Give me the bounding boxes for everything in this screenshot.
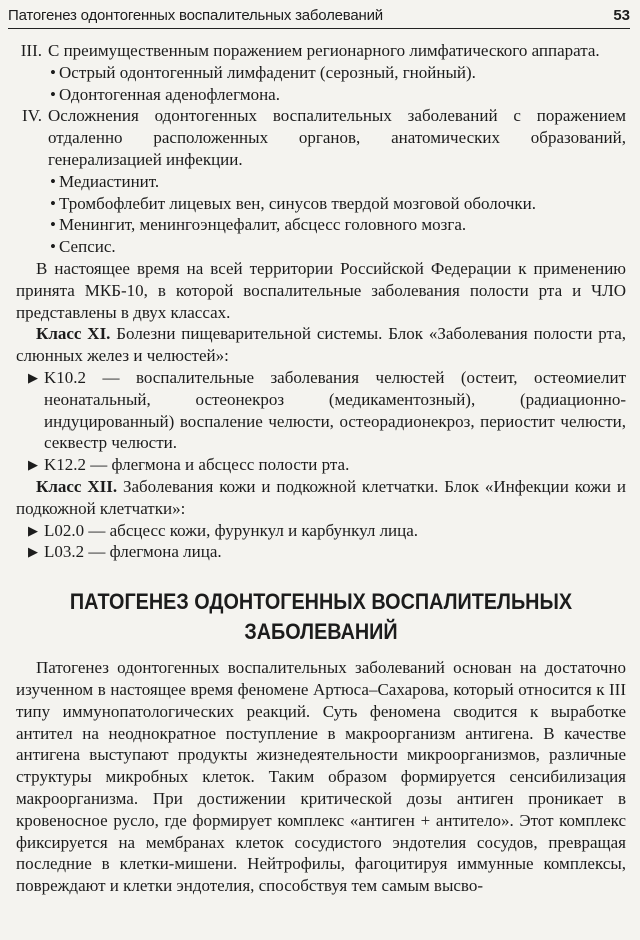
class-label: Класс XII.: [36, 476, 118, 496]
bullet-text: • Медиастинит.: [59, 171, 160, 191]
bullet-item: [16, 214, 626, 236]
running-head: Патогенез одонтогенных воспалительных заболеваний: [8, 6, 383, 24]
class-xii-heading: [16, 476, 626, 520]
code-item: [16, 454, 626, 476]
code-item-text: K10.2 — воспалительные заболевания челюстей (остеит, остеомиелит неонатальный, остеонекроз (медикаментозный), (радиационно-индуцированный) воспаление челюсти, остеорадионекроз, периостит челюсти, секвестр челюсти.: [44, 367, 626, 453]
triangle-bullet-icon: ▶: [28, 369, 38, 385]
code-item-text: L03.2 — флегмона лица.: [44, 542, 222, 562]
class-label: Класс XI.: [36, 324, 111, 344]
triangle-bullet-icon: ▶: [28, 522, 38, 538]
list-item-text: С преимущественным поражением регионарного лимфатического аппарата.: [48, 41, 600, 60]
bullet-text: • Острый одонтогенный лимфаденит (серозный, гнойный).: [59, 62, 476, 82]
list-item-iv: [16, 105, 626, 170]
paragraph-mkb: В настоящее время на всей территории Российской Федерации к применению принята МКБ-10, в которой воспалительные заболевания полости рта и ЧЛО представлены в двух классах.: [16, 258, 626, 322]
section-title-line: ЗАБОЛЕВАНИЙ: [244, 619, 398, 645]
page-header: [8, 2, 630, 29]
section-title-line: ПАТОГЕНЕЗ ОДОНТОГЕННЫХ ВОСПАЛИТЕЛЬНЫХ: [69, 589, 573, 615]
triangle-bullet-icon: ▶: [28, 457, 38, 473]
bullet-text: • Одонтогенная аденофлегмона.: [59, 84, 280, 104]
code-item-text: L02.0 — абсцесс кожи, фурункул и карбункул лица.: [44, 520, 419, 540]
code-item: [16, 367, 626, 454]
bullet-item: [16, 62, 626, 84]
bullet-item: [16, 236, 626, 258]
list-item-iii: [16, 40, 626, 62]
code-item: [16, 520, 626, 542]
bullet-text: • Менингит, менингоэнцефалит, абсцесс головного мозга.: [59, 215, 467, 235]
page-number: 53: [613, 6, 630, 24]
bullet-item: [16, 193, 626, 215]
bullet-item: [16, 84, 626, 106]
list-item-text: Осложнения одонтогенных воспалительных заболеваний с поражением отдаленно расположенных органов, анатомических образований, генерализацией инфекции.: [48, 106, 626, 169]
roman-numeral: IV.: [22, 106, 42, 126]
code-item: [16, 541, 626, 563]
paragraph-pathogenesis: Патогенез одонтогенных воспалительных заболеваний основан на достаточно изученном в настоящее время феномене Артюса–Сахарова, который относится к III типу иммунопатологических реакций. Суть феномена сводится к выработке антител на неоднократное поступление в макроорганизм антигена. В качестве антигена выступают продукты жизнедеятельности микроорганизмов, различные структуры микробных клеток. Таким образом формируется сенсибилизация макроорганизма. При достижении критической дозы антиген проникает в кровеносное русло, где формирует комплекс «антиген + антитело». Этот комплекс фиксируется на мембранах клеток сосудистого эндотелия сосудов, превращая последние в клетки-мишени. Нейтрофилы, фагоцитируя иммунные комплексы, повреждают и клетки эндотелия, способствуя тем самым высво-: [16, 658, 626, 896]
class-text: Болезни пищеварительной системы. Блок «Заболевания полости рта, слюнных желез и челюстей»:: [16, 324, 626, 366]
section-title: [65, 587, 578, 647]
page-body: [16, 40, 626, 897]
roman-numeral: III.: [20, 41, 42, 60]
bullet-text: • Тромбофлебит лицевых вен, синусов твердой мозговой оболочки.: [59, 193, 537, 213]
code-item-text: K12.2 — флегмона и абсцесс полости рта.: [44, 455, 350, 475]
bullet-text: • Сепсис.: [59, 237, 116, 257]
class-xi-heading: [16, 323, 626, 367]
class-text: Заболевания кожи и подкожной клетчатки. Блок «Инфекции кожи и подкожной клетчатки»:: [16, 476, 626, 518]
triangle-bullet-icon: ▶: [28, 544, 38, 560]
bullet-item: [16, 171, 626, 193]
